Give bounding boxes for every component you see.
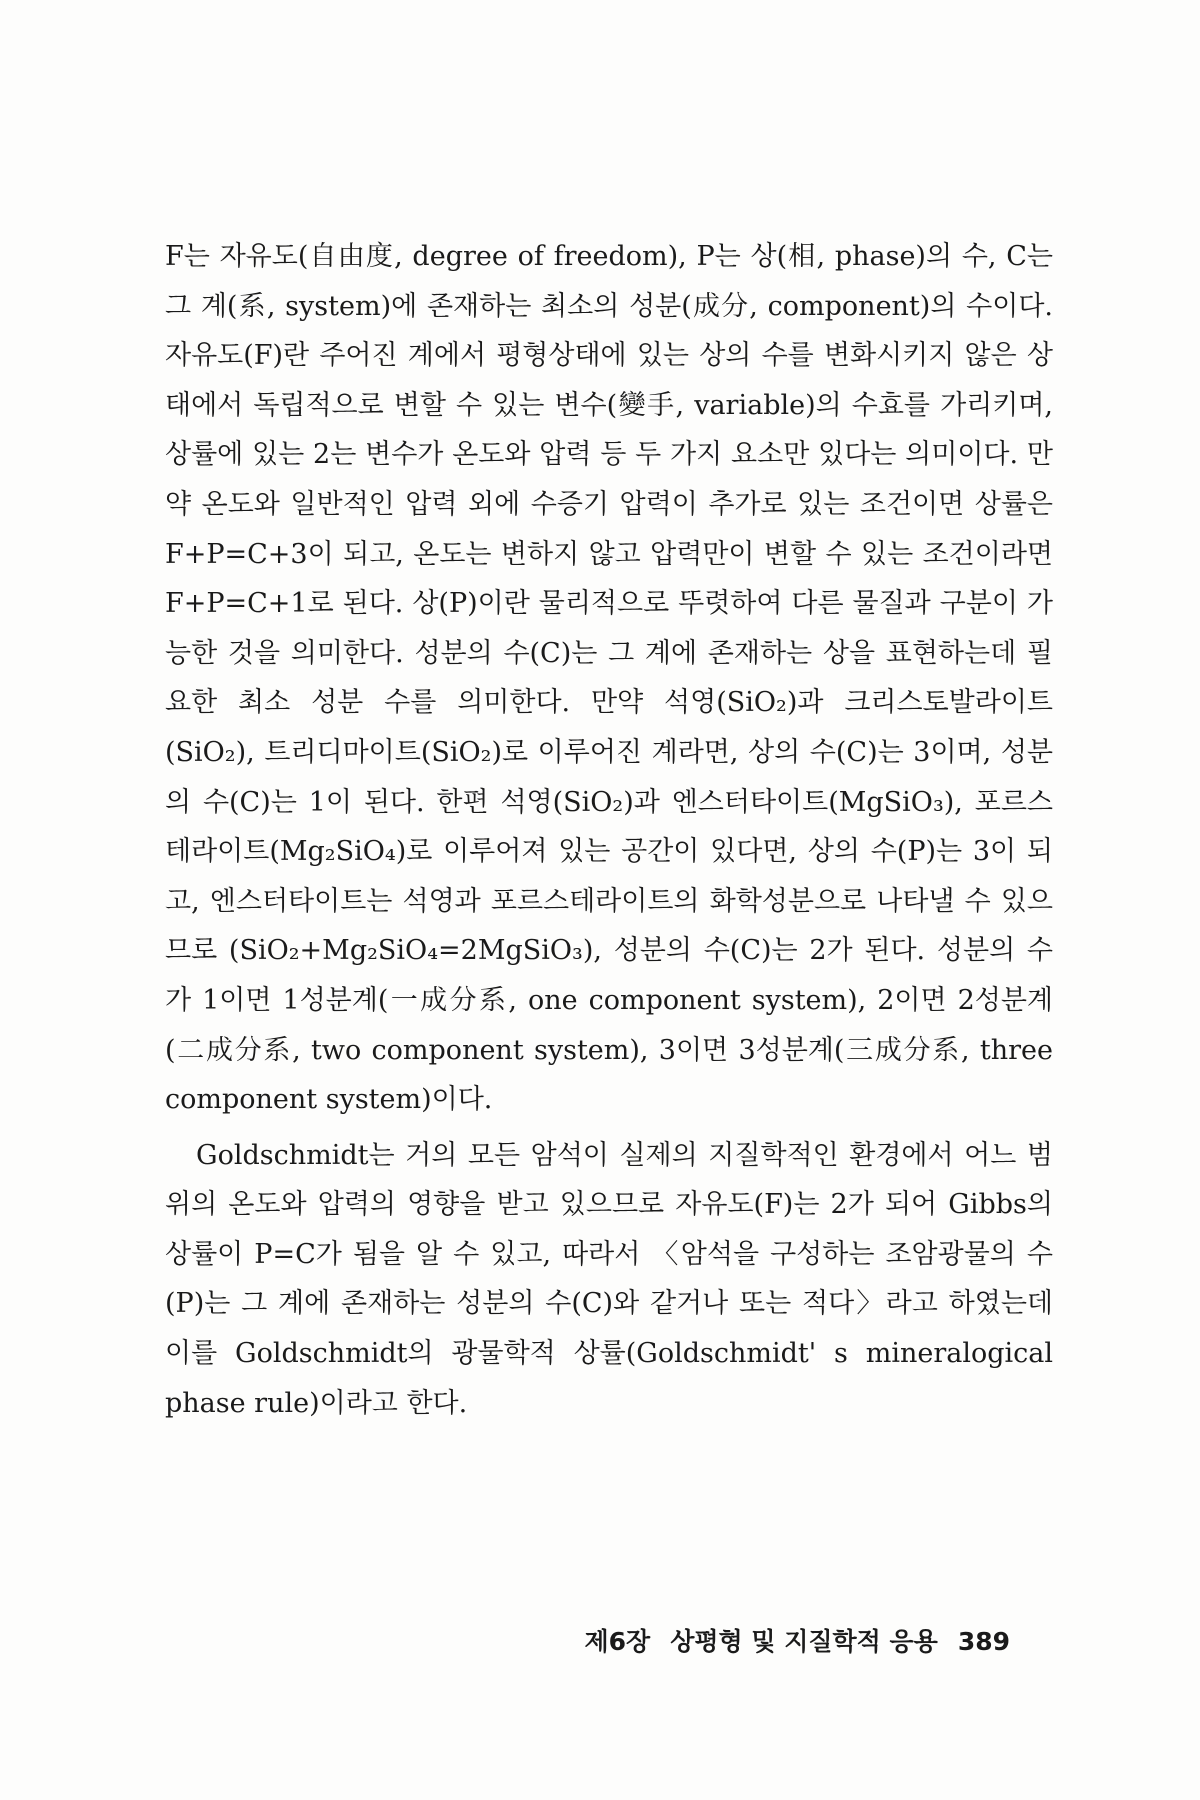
page-number: 389 <box>957 1627 1010 1656</box>
running-footer <box>0 1622 1010 1658</box>
body-text <box>165 232 1053 1428</box>
footer-chapter-title: 상평형 및 지질학적 응용 <box>670 1627 938 1656</box>
footer-chapter: 제6장 <box>584 1627 651 1656</box>
paragraph-phase-rule-definitions: F는 자유도(自由度, degree of freedom), P는 상(相, phase)의 수, C는 그 계(系, system)에 존재하는 최소의 성분(成分, component)의 수이다. 자유도(F)란 주어진 계에서 평형상태에 있는 상의 수를 변화시키지 않은 상태에서 독립적으로 변할 수 있는 변수(變手, variable)의 수효를 가리키며, 상률에 있는 2는 변수가 온도와 압력 등 두 가지 요소만 있다는 의미이다. 만약 온도와 일반적인 압력 외에 수증기 압력이 추가로 있는 조건이면 상률은 F+P=C+3이 되고, 온도는 변하지 않고 압력만이 변할 수 있는 조건이라면 F+P=C+1로 된다. 상(P)이란 물리적으로 뚜렷하여 다른 물질과 구분이 가능한 것을 의미한다. 성분의 수(C)는 그 계에 존재하는 상을 표현하는데 필요한 최소 성분 수를 의미한다. 만약 석영(SiO₂)과 크리스토발라이트(SiO₂), 트리디마이트(SiO₂)로 이루어진 계라면, 상의 수(C)는 3이며, 성분의 수(C)는 1이 된다. 한편 석영(SiO₂)과 엔스터타이트(MgSiO₃), 포르스테라이트(Mg₂SiO₄)로 이루어져 있는 공간이 있다면, 상의 수(P)는 3이 되고, 엔스터타이트는 석영과 포르스테라이트의 화학성분으로 나타낼 수 있으므로 (SiO₂+Mg₂SiO₄=2MgSiO₃), 성분의 수(C)는 2가 된다. 성분의 수가 1이면 1성분계(一成分系, one component system), 2이면 2성분계(二成分系, two component system), 3이면 3성분계(三成分系, three component system)이다. <box>165 241 1053 1116</box>
paragraph-goldschmidt-rule: Goldschmidt는 거의 모든 암석이 실제의 지질학적인 환경에서 어느 범위의 온도와 압력의 영향을 받고 있으므로 자유도(F)는 2가 되어 Gibbs의 상률이 P=C가 됨을 알 수 있고, 따라서 〈암석을 구성하는 조암광물의 수(P)는 그 계에 존재하는 성분의 수(C)와 같거나 또는 적다〉라고 하였는데 이를 Goldschmidt의 광물학적 상률(Goldschmidt' s mineralogical phase rule)이라고 한다. <box>165 1139 1053 1419</box>
